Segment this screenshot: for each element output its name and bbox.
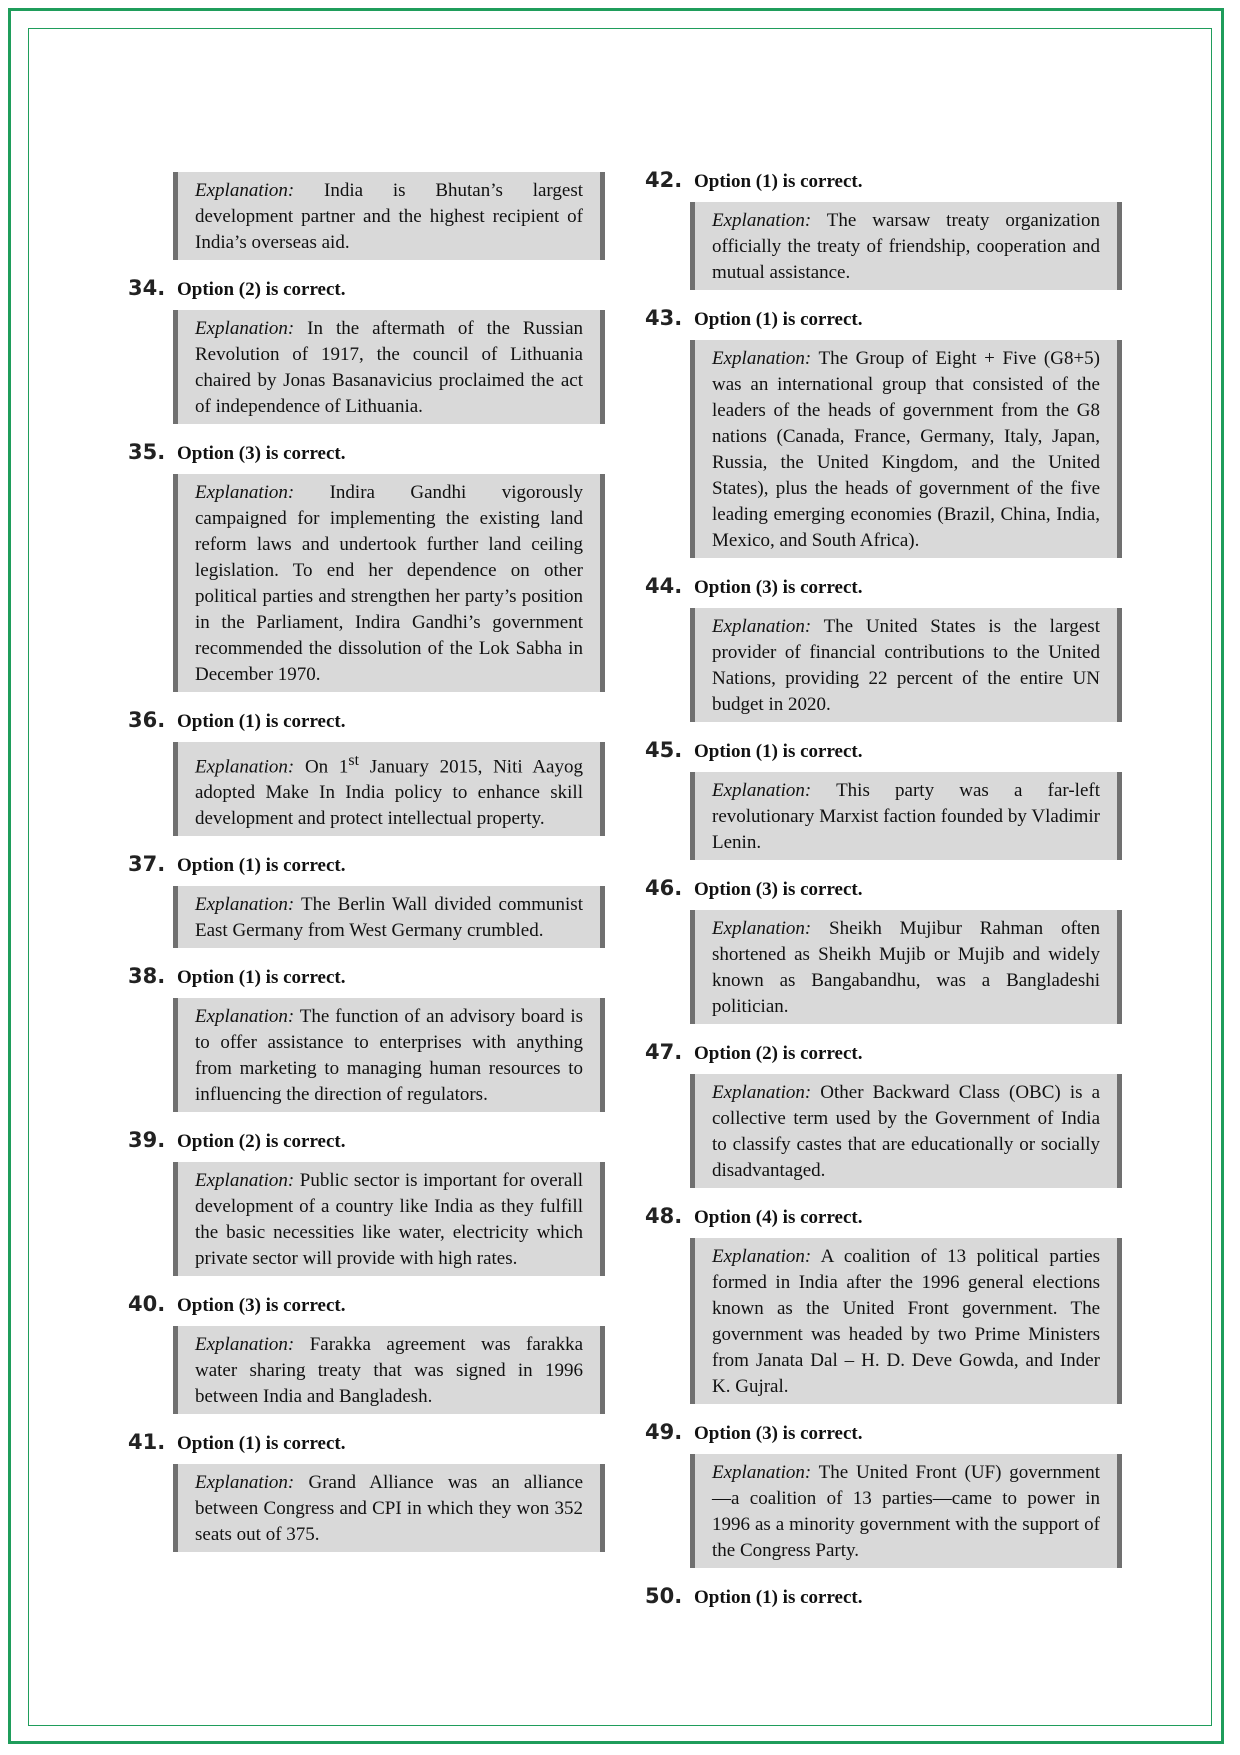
explanation-text: The United Front (UF) government—a coalition of 13 parties—came to power in 1996 as a minority government with the support of the Congress Party. <box>712 1462 1100 1561</box>
explanation-box <box>173 998 605 1112</box>
question-number: 39. <box>128 1128 166 1153</box>
explanation-label: Explanation: <box>712 210 812 231</box>
explanation-label: Explanation: <box>712 780 812 801</box>
answer-48 <box>645 1204 1205 1404</box>
answer-43 <box>645 306 1205 558</box>
question-number: 34. <box>128 276 166 300</box>
explanation-text: In the aftermath of the Russian Revolution of 1917, the council of Lithuania chaired by Jonas Basanavicius proclaimed the act of independence of Lithuania. <box>195 318 584 417</box>
explanation-label: Explanation: <box>195 894 295 916</box>
explanation-label: Explanation: <box>712 616 812 637</box>
answer-option: Option (2) is correct. <box>177 279 346 300</box>
answer-option: Option (1) is correct. <box>694 1587 863 1608</box>
answer-option: Option (1) is correct. <box>177 711 346 732</box>
explanation-text-start: On 1 <box>304 756 349 778</box>
explanation-box-33 <box>173 172 605 260</box>
answer-50 <box>645 1584 1205 1616</box>
explanation-box <box>173 886 605 948</box>
explanation-text: The Berlin Wall divided communist East Germany from West Germany crumbled. <box>195 894 583 942</box>
explanation-label: Explanation: <box>195 1006 295 1028</box>
answer-44 <box>645 574 1205 722</box>
explanation-text-end: January 2015, Niti Aayog adopted Make In India policy to enhance skill development and protect intellectual property. <box>195 756 583 830</box>
question-number: 41. <box>128 1430 166 1455</box>
explanation-box <box>173 310 605 424</box>
explanation-text: The United States is the largest provider of financial contributions to the United Nations, providing 22 percent of the entire UN budget in 2020. <box>712 616 1100 715</box>
explanation-box <box>173 1162 605 1276</box>
answer-option: Option (3) is correct. <box>694 1423 863 1444</box>
answer-option: Option (3) is correct. <box>177 443 346 464</box>
answer-46 <box>645 876 1205 1024</box>
explanation-text: This party was a far-left revolutionary Marxist faction founded by Vladimir Lenin. <box>712 780 1100 853</box>
explanation-label: Explanation: <box>712 918 812 939</box>
explanation-label: Explanation: <box>195 180 295 201</box>
answer-option: Option (1) is correct. <box>177 1433 346 1455</box>
answer-36 <box>128 708 688 836</box>
question-number: 44. <box>645 574 683 598</box>
explanation-label: Explanation: <box>712 1462 812 1483</box>
explanation-label: Explanation: <box>195 318 295 339</box>
answer-47 <box>645 1040 1205 1188</box>
question-number: 49. <box>645 1420 683 1444</box>
explanation-box <box>690 202 1122 290</box>
explanation-text: A coalition of 13 political parties formed in India after the 1996 general elections known as the United Front government. The government was headed by two Prime Ministers from Janata Dal – H. D. Deve Gowda, and Inder K. Gujral. <box>712 1246 1101 1397</box>
answer-39 <box>128 1128 688 1276</box>
question-number: 38. <box>128 964 166 989</box>
explanation-box <box>690 772 1122 860</box>
answer-option: Option (3) is correct. <box>694 577 863 598</box>
answer-35 <box>128 440 688 692</box>
answer-option: Option (1) is correct. <box>694 171 863 192</box>
answer-45 <box>645 738 1205 860</box>
right-column <box>645 168 1205 1632</box>
explanation-box <box>690 1454 1122 1568</box>
question-number: 37. <box>128 852 166 877</box>
answer-option: Option (2) is correct. <box>177 1131 346 1153</box>
explanation-text: Sheikh Mujibur Rahman often shortened as Sheikh Mujib or Mujib and widely known as Bangabandhu, was a Bangladeshi politician. <box>712 918 1100 1017</box>
left-column <box>128 170 688 1568</box>
question-number: 50. <box>645 1584 683 1608</box>
answer-option: Option (1) is correct. <box>177 855 346 877</box>
explanation-box <box>173 742 605 836</box>
question-number: 42. <box>645 168 683 192</box>
answer-42 <box>645 168 1205 290</box>
answer-option: Option (1) is correct. <box>694 741 863 762</box>
explanation-text: Farakka agreement was farakka water sharing treaty that was signed in 1996 between India and Bangladesh. <box>195 1334 584 1408</box>
explanation-label: Explanation: <box>195 1472 295 1494</box>
answer-40 <box>128 1292 688 1414</box>
question-number: 46. <box>645 876 683 900</box>
explanation-label: Explanation: <box>195 482 295 503</box>
explanation-box <box>173 474 605 692</box>
answer-38 <box>128 964 688 1112</box>
answer-option: Option (3) is correct. <box>694 879 863 900</box>
answer-option: Option (3) is correct. <box>177 1295 346 1317</box>
question-number: 45. <box>645 738 683 762</box>
explanation-box <box>173 1326 605 1414</box>
explanation-label: Explanation: <box>712 1082 812 1103</box>
explanation-box <box>173 1464 605 1552</box>
explanation-text: Public sector is important for overall development of a country like India as they fulfill the basic necessities like water, electricity which private sector will provide with high rates. <box>195 1170 583 1270</box>
explanation-label: Explanation: <box>195 756 295 778</box>
explanation-text: The Group of Eight + Five (G8+5) was an international group that consisted of the leaders of the heads of government from the G8 nations (Canada, France, Germany, Italy, Japan, Russia, the United Kingdom, and the United States), plus the heads of government of the five leading emerging economies (Brazil, China, India, Mexico, and South Africa). <box>712 348 1100 551</box>
explanation-box <box>690 910 1122 1024</box>
answer-option: Option (4) is correct. <box>694 1207 863 1228</box>
explanation-text: Indira Gandhi vigorously campaigned for implementing the existing land reform laws and undertook further land ceiling legislation. To end her dependence on other political parties and strengthen her party’s position in the Parliament, Indira Gandhi’s government recommended the dissolution of the Lok Sabha in December 1970. <box>195 482 583 685</box>
question-number: 35. <box>128 440 166 464</box>
question-number: 36. <box>128 708 166 732</box>
explanation-text: Other Backward Class (OBC) is a collective term used by the Government of India to classify castes that are educationally or socially disadvantaged. <box>712 1082 1101 1181</box>
explanation-text: The warsaw treaty organization officially the treaty of friendship, cooperation and mutual assistance. <box>712 210 1100 283</box>
explanation-box <box>690 1238 1122 1404</box>
answer-option: Option (1) is correct. <box>694 309 863 330</box>
answer-option: Option (1) is correct. <box>177 967 346 989</box>
answer-34 <box>128 276 688 424</box>
explanation-label: Explanation: <box>712 1246 812 1267</box>
answer-41 <box>128 1430 688 1552</box>
explanation-label: Explanation: <box>195 1170 295 1192</box>
question-number: 43. <box>645 306 683 330</box>
answer-37 <box>128 852 688 948</box>
question-number: 48. <box>645 1204 683 1228</box>
explanation-box <box>690 340 1122 558</box>
explanation-label: Explanation: <box>195 1334 295 1356</box>
explanation-box <box>690 608 1122 722</box>
question-number: 47. <box>645 1040 683 1064</box>
explanation-text: Grand Alliance was an alliance between Congress and CPI in which they won 352 seats out of 375. <box>195 1472 584 1546</box>
explanation-text: The function of an advisory board is to offer assistance to enterprises with anything from marketing to managing human resources to influencing the direction of regulators. <box>195 1006 583 1106</box>
question-number: 40. <box>128 1292 166 1317</box>
explanation-label: Explanation: <box>712 348 812 369</box>
explanation-text: India is Bhutan’s largest development partner and the highest recipient of India’s overseas aid. <box>195 180 584 253</box>
explanation-box <box>690 1074 1122 1188</box>
answer-option: Option (2) is correct. <box>694 1043 863 1064</box>
answer-49 <box>645 1420 1205 1568</box>
ordinal-superscript: st <box>348 752 359 769</box>
